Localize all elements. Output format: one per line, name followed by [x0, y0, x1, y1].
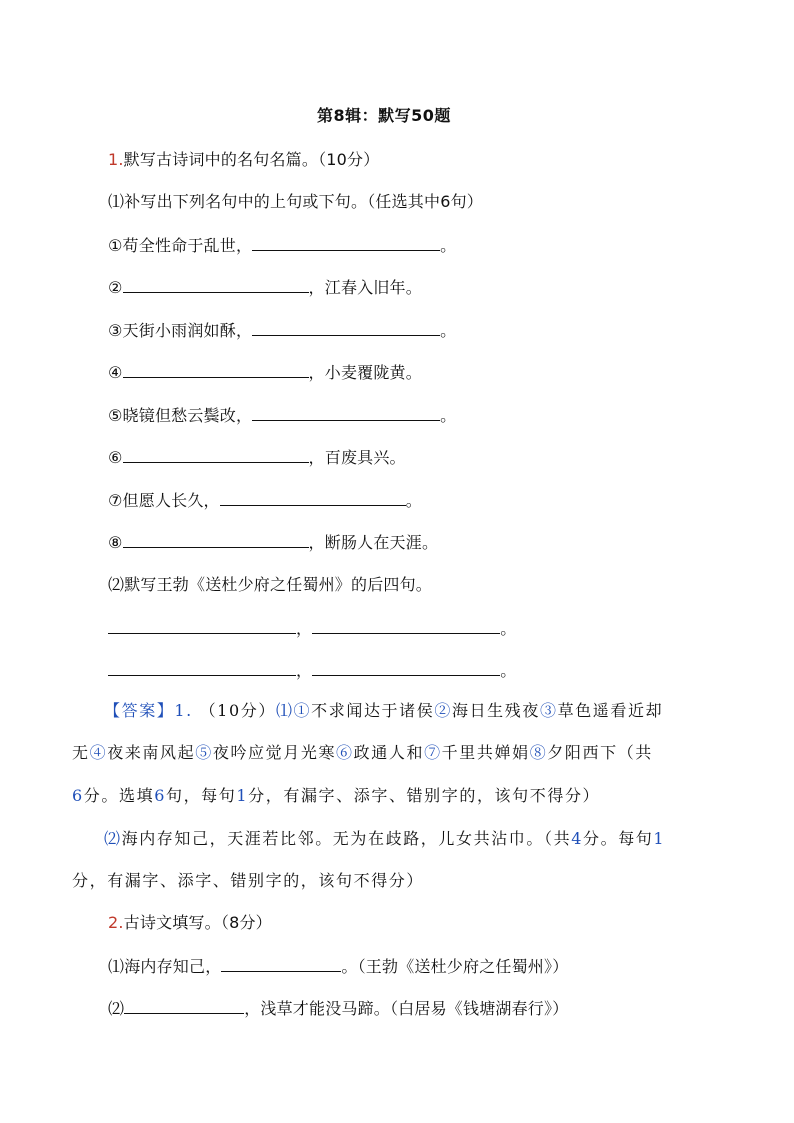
item-text: ⑤晓镜但愁云鬓改， [108, 406, 253, 425]
item-text: ⑴海内存知己， [108, 957, 222, 976]
number: 1 [653, 829, 666, 848]
comma: ， [296, 619, 313, 638]
number: 6 [72, 786, 84, 805]
poem-blank-row-1 [108, 617, 516, 640]
answer-text: 分。每句 [583, 829, 654, 848]
answer-text: 海内存知己，天涯若比邻。无为在歧路，儿女共沾巾。（共 [121, 829, 572, 848]
item-marker: ⑦ [424, 743, 442, 762]
item-marker: ① [293, 701, 312, 720]
item-text: 。 [405, 491, 422, 510]
answer-text: 无 [72, 743, 90, 762]
answer-blank[interactable] [124, 997, 244, 1014]
question-text: 古诗文填写。（8分） [123, 913, 272, 932]
item-text: ，百废具兴。 [308, 448, 406, 467]
answer-blank[interactable] [123, 531, 309, 548]
item-text: ⑥ [108, 448, 123, 467]
item-marker: ④ [89, 743, 108, 762]
item-text: ，断肠人在天涯。 [308, 533, 439, 552]
answer-blank[interactable] [252, 404, 440, 421]
item-marker: ⑥ [336, 743, 354, 762]
item-text: ⑵ [108, 999, 125, 1018]
part-marker: ⑴ [275, 701, 294, 720]
fill-item-7 [108, 489, 422, 512]
answer-blank[interactable] [108, 659, 296, 676]
fill-item-8 [108, 531, 438, 554]
period: 。 [500, 619, 517, 638]
answer-number: 1. [174, 701, 193, 720]
answer-blank[interactable] [312, 659, 500, 676]
answer-text: 不求闻达于诸侯 [311, 701, 435, 720]
number: 1 [236, 786, 249, 805]
item-text: ，浅草才能没马蹄。（白居易《钱塘湖春行》） [244, 999, 569, 1018]
number: 4 [571, 829, 583, 848]
item-text: ④ [108, 363, 123, 382]
item-text: ，小麦覆陇黄。 [308, 363, 422, 382]
answer-score: （10分） [199, 701, 276, 720]
item-marker: ⑤ [195, 743, 213, 762]
item-marker: ③ [539, 701, 558, 720]
answer-text: 夜来南风起 [107, 743, 196, 762]
page-title: 第8辑：默写50题 [317, 106, 451, 125]
answer-line-2 [72, 742, 653, 764]
item-text: 。 [440, 236, 457, 255]
answer-blank[interactable] [123, 361, 309, 378]
answer-blank[interactable] [123, 446, 309, 463]
fill-item-4 [108, 361, 422, 384]
item-text: ③天街小雨润如酥， [108, 321, 253, 340]
item-text: ② [108, 278, 123, 297]
answer-text: 句，每句 [165, 786, 237, 805]
answer-line-4 [104, 828, 665, 850]
answer-blank[interactable] [108, 617, 296, 634]
fill-item-3 [108, 319, 456, 342]
number: 6 [154, 786, 166, 805]
answer-text: 政通人和 [353, 743, 425, 762]
fill-item-1 [108, 234, 456, 257]
answer-blank[interactable] [252, 319, 440, 336]
item-text: ①苟全性命于乱世， [108, 236, 253, 255]
answer-text: 分，有漏字、添字、错别字的，该句不得分） [248, 786, 601, 805]
part-marker: ⑵ [104, 829, 122, 848]
answer-text: 分。选填 [83, 786, 155, 805]
answer-blank[interactable] [221, 955, 341, 972]
q2-item-2 [108, 997, 568, 1020]
item-text: ⑦但愿人长久， [108, 491, 220, 510]
question-2-heading [108, 912, 272, 934]
answer-blank[interactable] [252, 234, 440, 251]
question-text: 默写古诗词中的名句名篇。（10分） [123, 150, 380, 169]
q2-item-1 [108, 955, 568, 978]
fill-item-5 [108, 404, 456, 427]
question-1-heading [108, 149, 379, 171]
answer-blank[interactable] [220, 489, 406, 506]
item-marker: ② [434, 701, 452, 720]
comma: ， [296, 661, 313, 680]
answer-text: 海日生残夜 [451, 701, 540, 720]
period: 。 [500, 661, 517, 680]
question-1-sub1: ⑴补写出下列名句中的上句或下句。（任选其中6句） [108, 192, 483, 211]
poem-blank-row-2 [108, 659, 516, 682]
answer-tag: 【答案】 [104, 701, 175, 720]
answer-line-3 [72, 785, 600, 807]
item-text: 。（王勃《送杜少府之任蜀州》） [341, 957, 569, 976]
item-marker: ⑧ [529, 743, 548, 762]
question-number: 2. [108, 913, 124, 932]
answer-blank[interactable] [123, 276, 309, 293]
fill-item-6 [108, 446, 406, 469]
item-text: ，江春入旧年。 [308, 278, 422, 297]
question-1-sub2: ⑵默写王勃《送杜少府之任蜀州》的后四句。 [108, 575, 433, 594]
item-text: 。 [440, 406, 457, 425]
question-number: 1. [108, 150, 124, 169]
answer-text: 夕阳西下（共 [547, 743, 653, 762]
answer-blank[interactable] [312, 617, 500, 634]
answer-line-5: 分，有漏字、添字、错别字的，该句不得分） [72, 871, 425, 890]
answer-text: 夜吟应觉月光寒 [212, 743, 337, 762]
answer-text: 千里共婵娟 [441, 743, 530, 762]
fill-item-2 [108, 276, 422, 299]
item-text: 。 [440, 321, 457, 340]
answer-text: 草色遥看近却 [557, 701, 664, 720]
answer-line-1 [104, 700, 663, 722]
item-text: ⑧ [108, 533, 123, 552]
